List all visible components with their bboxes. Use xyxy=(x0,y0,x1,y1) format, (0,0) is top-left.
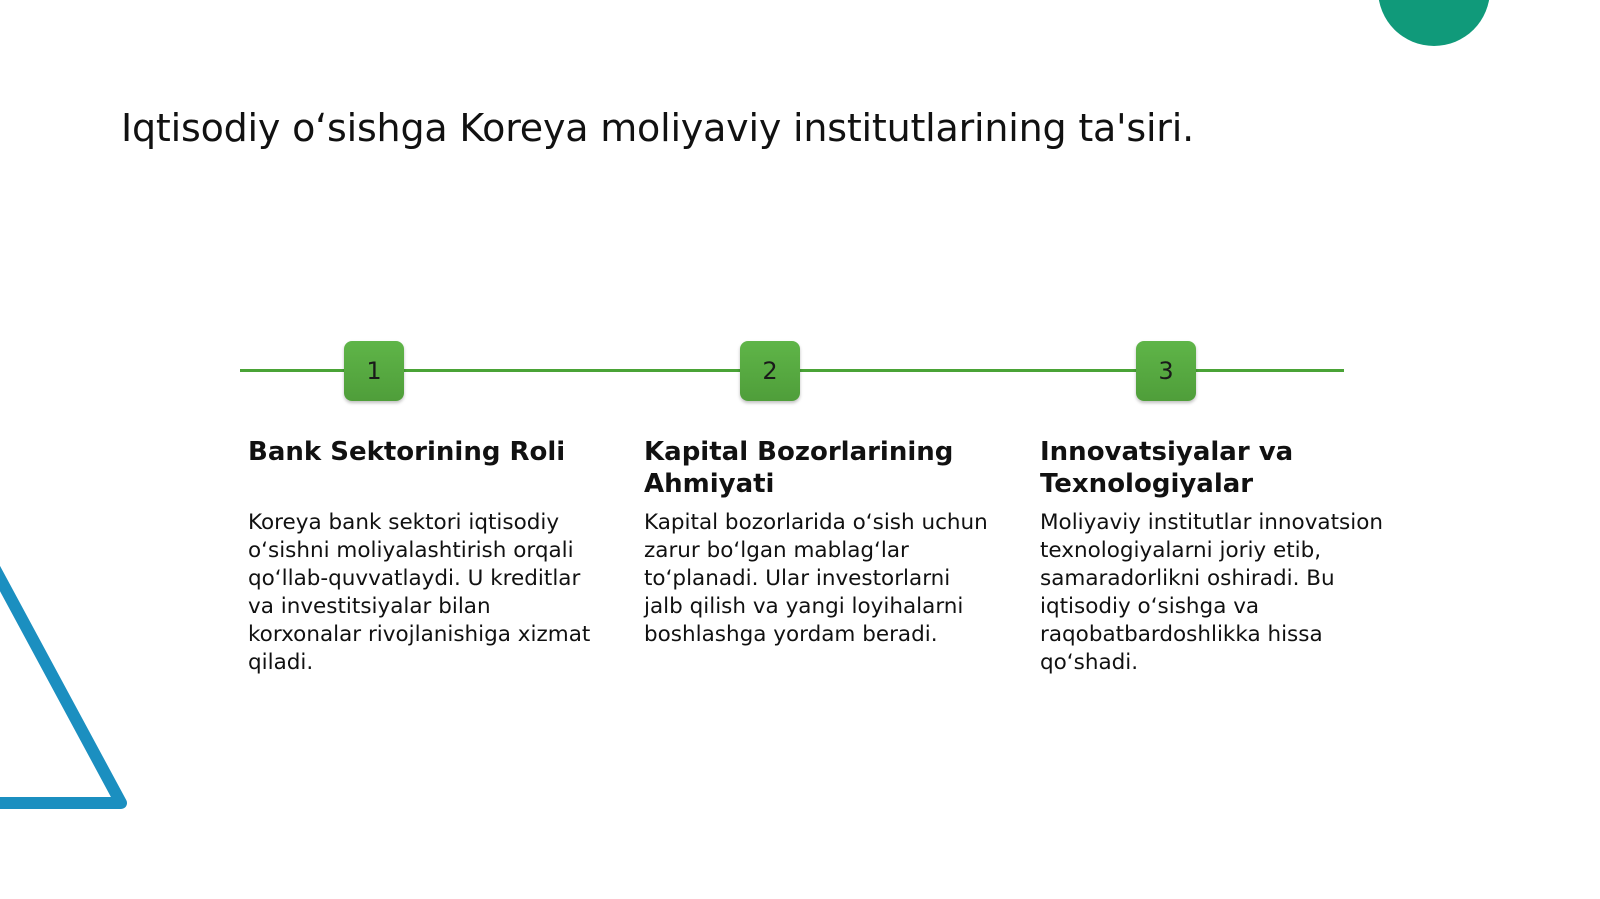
step-description: Kapital bozorlarida o‘sish uchun zarur bo‘lgan mablag‘lar to‘planadi. Ular investorlarni jalb qilish va yangi loyihalarni boshlashga yordam beradi. xyxy=(644,510,988,647)
decorative-circle xyxy=(1378,0,1490,46)
step-card-2 xyxy=(644,436,989,649)
step-description: Moliyaviy institutlar innovatsion texnologiyalarni joriy etib, samaradorlikni oshiradi. Bu iqtisodiy o‘sishga va raqobatbardoshlikka hissa qo‘shadi. xyxy=(1040,510,1383,675)
slide-title: Iqtisodiy o‘sishga Koreya moliyaviy institutlarining ta'siri. xyxy=(121,106,1194,150)
step-badge-1: 1 xyxy=(344,341,404,401)
step-badge-3: 3 xyxy=(1136,341,1196,401)
step-heading: Bank Sektorining Roli xyxy=(248,437,566,467)
decorative-triangle xyxy=(0,560,140,820)
step-heading: Innovatsiyalar va Texnologiyalar xyxy=(1040,437,1294,499)
step-card-1 xyxy=(248,436,593,677)
step-badge-2: 2 xyxy=(740,341,800,401)
step-description: Koreya bank sektori iqtisodiy o‘sishni moliyalashtirish orqali qo‘llab-quvvatlaydi. U kreditlar va investitsiyalar bilan korxonalar rivojlanishiga xizmat qiladi. xyxy=(248,510,591,675)
step-card-3 xyxy=(1040,436,1385,677)
step-heading: Kapital Bozorlarining Ahmiyati xyxy=(644,437,954,499)
